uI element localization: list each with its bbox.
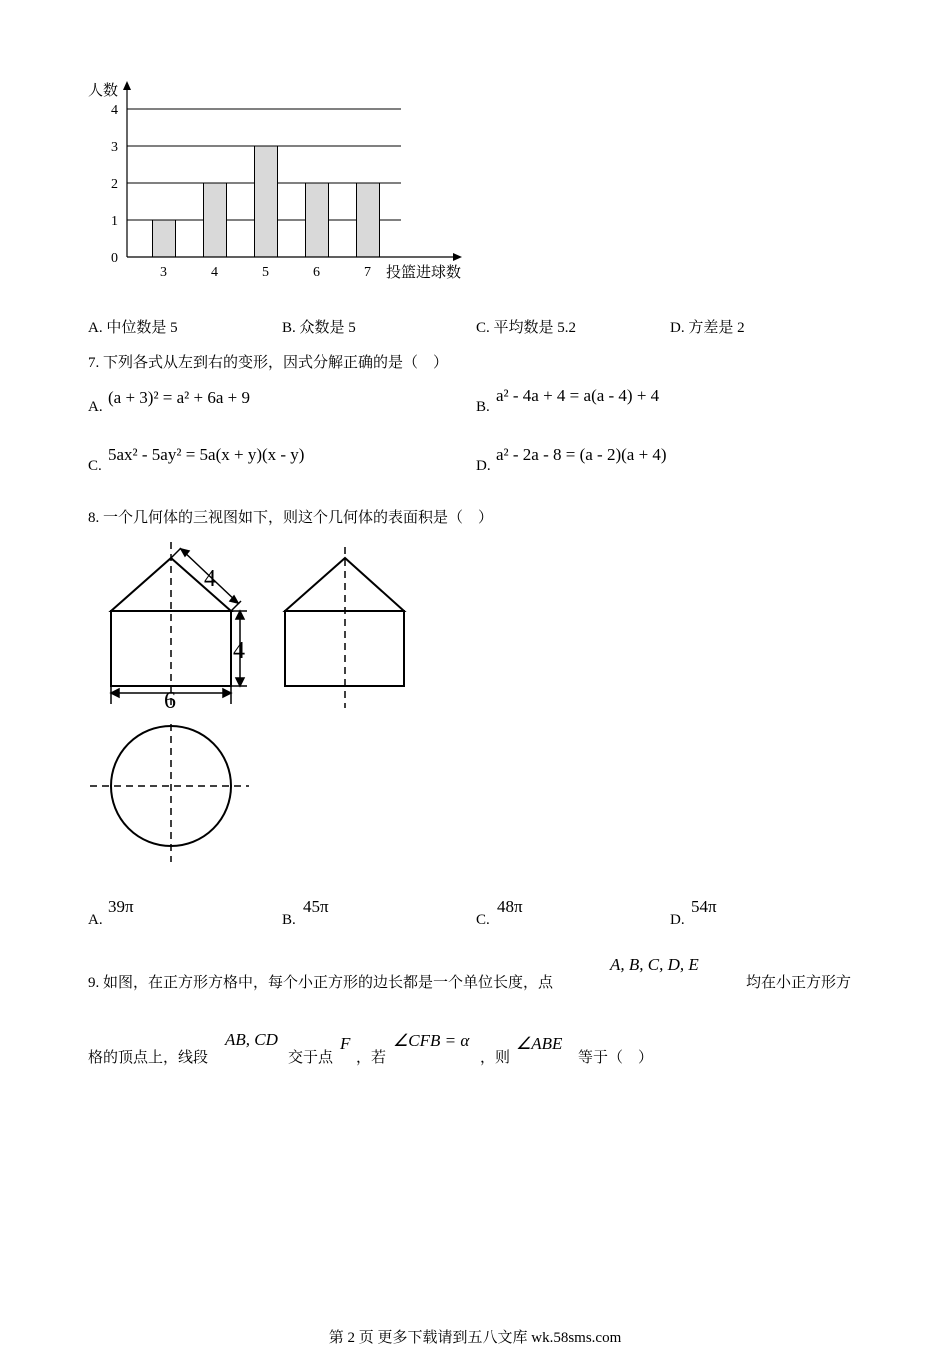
- option-text: 中位数是 5: [106, 320, 178, 336]
- page-footer: 第 2 页 更多下载请到五八文库 wk.58sms.com: [328, 1330, 622, 1346]
- q6-option-d: [670, 316, 745, 337]
- x-axis-label: 投篮进球数: [386, 265, 462, 281]
- q7-stem: 7. 下列各式从左到右的变形，因式分解正确的是（ ）: [88, 355, 449, 371]
- q9-angle-ask: ∠ABE: [516, 1034, 563, 1053]
- y-tick-label: 2: [111, 177, 118, 192]
- q6-option-b: [282, 316, 356, 337]
- q7-option-a-expr: (a + 3)² = a² + 6a + 9: [108, 388, 251, 407]
- q7-option-d-letter: D.: [476, 458, 491, 474]
- q8-option-b-letter: B.: [282, 912, 296, 928]
- option-text: 众数是 5: [299, 320, 356, 336]
- option-letter: C.: [476, 320, 490, 336]
- q8-option-d-letter: D.: [670, 912, 685, 928]
- option-letter: A.: [88, 320, 103, 336]
- option-letter: D.: [670, 320, 685, 336]
- y-axis-label: 人数: [88, 83, 119, 99]
- three-view-diagram: [0, 530, 440, 870]
- option-text: 方差是 2: [688, 320, 745, 336]
- bar: [357, 183, 380, 257]
- q6-option-a: [88, 316, 178, 337]
- q9-segments: AB, CD: [225, 1030, 278, 1049]
- y-tick-label: 0: [111, 251, 118, 266]
- bar: [306, 183, 329, 257]
- q8-option-d-value: 54π: [691, 897, 717, 916]
- q9-angle-cond: ∠CFB = α: [393, 1031, 470, 1050]
- q8-option-a-letter: A.: [88, 912, 103, 928]
- q8-stem: 8. 一个几何体的三视图如下，则这个几何体的表面积是（ ）: [88, 510, 494, 526]
- width-label: 6: [164, 688, 176, 714]
- q7-option-a-letter: A.: [88, 399, 103, 415]
- x-axis-arrow: [453, 253, 462, 261]
- q9-line1-prefix: 9. 如图，在正方形方格中，每个小正方形的边长都是一个单位长度，点: [88, 975, 554, 991]
- q9-line2-suffix: 等于（ ）: [578, 1050, 654, 1066]
- q8-option-c-letter: C.: [476, 912, 490, 928]
- q7-option-b-letter: B.: [476, 399, 490, 415]
- y-tick-label: 3: [111, 140, 118, 155]
- x-tick-label: 7: [364, 265, 371, 280]
- q9-line1-suffix: 均在小正方形方: [746, 975, 852, 991]
- q8-option-b-value: 45π: [303, 897, 329, 916]
- y-tick-label: 1: [111, 214, 118, 229]
- x-tick-label: 4: [211, 265, 218, 280]
- q9-points: A, B, C, D, E: [610, 955, 699, 974]
- q8-option-c-value: 48π: [497, 897, 523, 916]
- y-axis-arrow: [123, 81, 131, 90]
- bar: [153, 220, 176, 257]
- q9-line2-mid1: 交于点: [288, 1050, 334, 1066]
- slant-label: 4: [204, 566, 216, 592]
- x-tick-label: 6: [313, 265, 320, 280]
- x-tick-label: 3: [160, 265, 167, 280]
- bar: [204, 183, 227, 257]
- height-label: 4: [233, 638, 245, 664]
- q7-option-d-expr: a² - 2a - 8 = (a - 2)(a + 4): [496, 445, 667, 464]
- q7-option-c-expr: 5ax² - 5ay² = 5a(x + y)(x - y): [108, 445, 305, 464]
- q6-option-c: [476, 316, 576, 337]
- bar: [255, 146, 278, 257]
- q9-line2-prefix: 格的顶点上，线段: [88, 1050, 209, 1066]
- q7-option-b-expr: a² - 4a + 4 = a(a - 4) + 4: [496, 386, 660, 405]
- y-tick-label: 4: [111, 103, 118, 118]
- x-tick-label: 5: [262, 265, 269, 280]
- option-text: 平均数是 5.2: [493, 320, 577, 336]
- option-letter: B.: [282, 320, 296, 336]
- bar-chart: [0, 0, 500, 300]
- q9-point-f: F: [340, 1034, 351, 1053]
- q9-line2-mid2: ，若: [356, 1050, 387, 1066]
- q8-option-a-value: 39π: [108, 897, 134, 916]
- q7-option-c-letter: C.: [88, 458, 102, 474]
- q9-line2-mid3: ，则: [480, 1050, 511, 1066]
